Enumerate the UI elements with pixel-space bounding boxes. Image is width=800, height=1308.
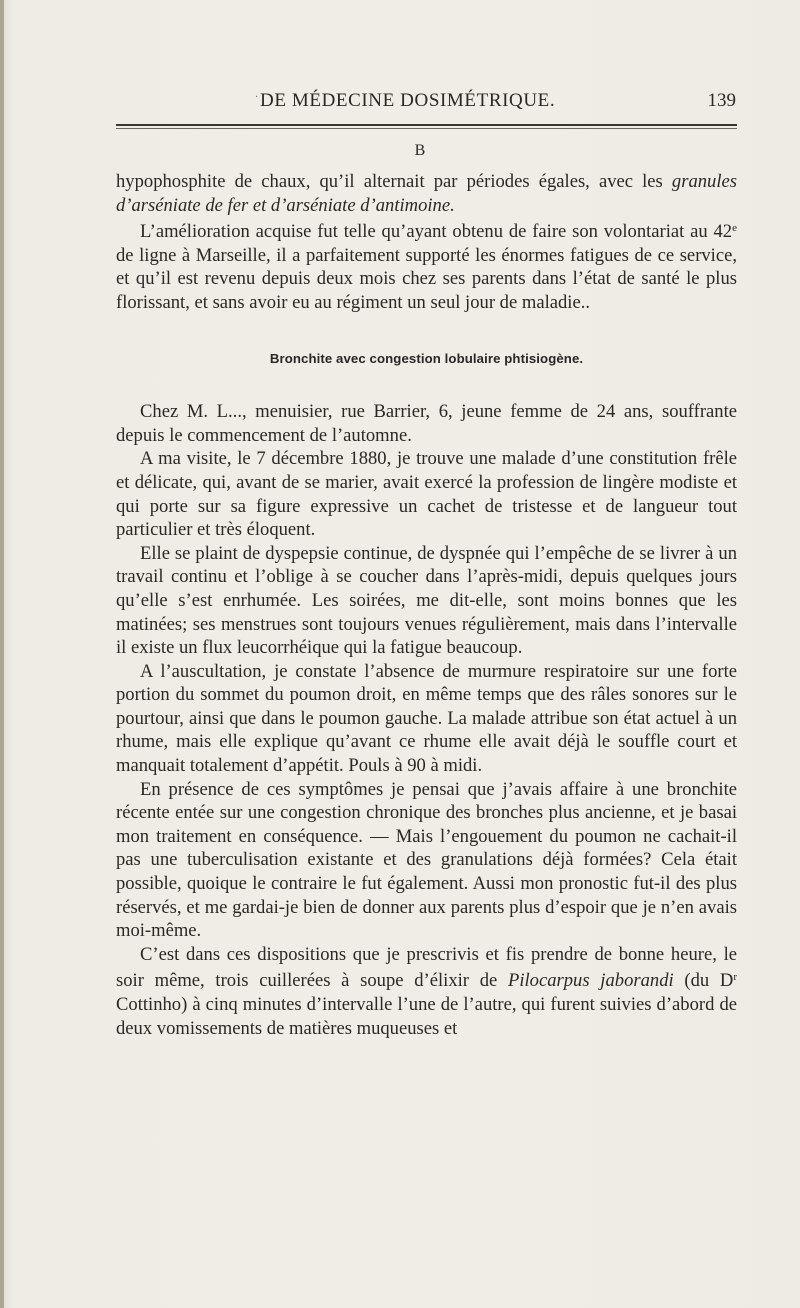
paragraph-5: Elle se plaint de dyspepsie continue, de dyspnée qui l’empêche de se livrer à un travail continu et l’oblige à se coucher dans l’après-midi, depuis quelques jours qu’elle s’est enrhumée. Les soirées, me dit-elle, sont moins bonnes que les matinées; ses menstrues sont toujours venues régulièrement, mais dans l’intervalle il existe un flux leucorrhéique qui la fatigue beaucoup. xyxy=(116,542,737,659)
paragraph-8-text: C’est dans ces dispositions que je prescrivis et fis prendre de bonne heure, le soir même, trois cuillerées à soupe d’élixir de xyxy=(116,943,737,992)
paragraph-3: Chez M. L..., menuisier, rue Barrier, 6, jeune femme de 24 ans, souffrante depuis le commencement de l’automne. xyxy=(116,401,737,446)
body-text xyxy=(116,170,737,1040)
book-spine-edge xyxy=(0,0,4,1308)
paragraph-2-text: L’amélioration acquise fut telle qu’ayant obtenu de faire son volontariat au 42 xyxy=(140,221,733,243)
paragraph-1 xyxy=(116,170,737,217)
header-rule-thin xyxy=(116,128,737,129)
paragraph-8-text-end: Cottinho) à cinq minutes d’intervalle l’une de l’autre, qui furent suivies d’abord de deux vomissements de matières muqueuses et xyxy=(116,994,737,1039)
paragraph-2-text-cont: de ligne à Marseille, il a parfaitement supporté les énormes fatigues de ce service, et qu’il est revenu depuis deux mois chez ses parents dans l’état de santé le plus florissant, et sans avoir eu au régiment un seul jour de maladie.. xyxy=(116,244,737,313)
paragraph-2 xyxy=(116,217,737,314)
paragraph-2-superscript: e xyxy=(732,222,737,235)
header-rule xyxy=(116,124,737,126)
paragraph-1-italic: granules d’arséniate de fer et d’arséniate d’antimoine. xyxy=(116,171,737,216)
header-bullet: · xyxy=(255,92,259,103)
running-head xyxy=(0,90,800,114)
running-title: DE MÉDECINE DOSIMÉTRIQUE. xyxy=(260,90,556,111)
paragraph-1-text: hypophosphite de chaux, qu’il alternait par périodes égales, avec les xyxy=(116,171,672,192)
paragraph-8 xyxy=(116,943,737,1040)
paragraph-4: A ma visite, le 7 décembre 1880, je trouve une malade d’une constitution frêle et délicate, qui, avant de se marier, avait exercé la profession de lingère modiste et qui porte sur sa figure expressive un cachet de tristesse et de langueur tout particulier et très éloquent. xyxy=(116,448,737,541)
paragraph-7: En présence de ces symptômes je pensai que j’avais affaire à une bronchite récente entée sur une congestion chronique des bronches plus ancienne, et je basai mon traitement en conséquence. — Mais l’engouement du poumon ne cachait-il pas une tuberculisation existante et des granulations déjà formées? Cela était possible, quoique le contraire le fut également. Aussi mon pronostic fut-il des plus réservés, et me gardai-je bien de donner aux parents plus d’espoir que je n’en avais moi-même. xyxy=(116,778,737,942)
section-subheading: Bronchite avec congestion lobulaire phtisiogène. xyxy=(269,350,584,366)
paragraph-6: A l’auscultation, je constate l’absence de murmure respiratoire sur une forte portion du sommet du poumon droit, en même temps que des râles sonores sur le pourtour, ainsi que dans le poumon gauche. La malade attribue son état actuel à un rhume, mais elle explique qu’avant ce rhume elle avait déjà le souffle court et manquait totalement d’appétit. Pouls à 90 à midi. xyxy=(116,660,737,777)
page-number: 139 xyxy=(707,90,736,111)
signature-mark: B xyxy=(414,142,426,159)
paragraph-8-italic: Pilocarpus jaborandi xyxy=(507,970,674,992)
paragraph-8-text-cont: (du D xyxy=(673,970,734,992)
paragraph-8-superscript: r xyxy=(733,971,738,984)
